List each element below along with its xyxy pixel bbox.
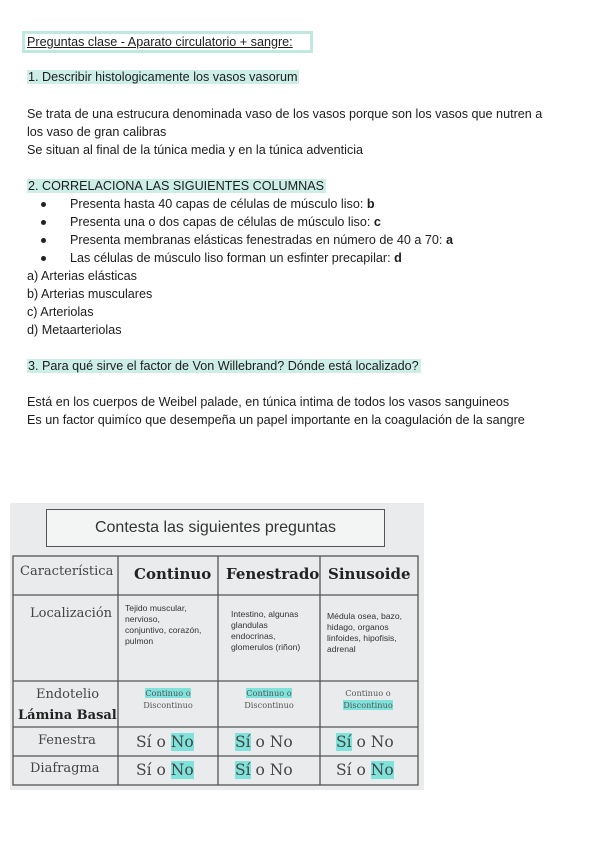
row-diafragma-label: Diafragma (30, 761, 100, 776)
bullet-dot (41, 238, 46, 243)
bullet-dot (41, 202, 46, 207)
fenestra-sinusoide: Sí o No (336, 733, 394, 751)
bullet-item: Presenta una o dos capas de células de músculo liso: c (70, 215, 381, 229)
page-title: Preguntas clase - Aparato circulatorio + sangre: (27, 35, 293, 49)
option-d: d) Metaarteriolas (27, 323, 122, 337)
worksheet-photo (10, 503, 424, 790)
diafragma-fenestrado: Sí o No (235, 761, 293, 779)
bullet-dot (41, 220, 46, 225)
photo-heading: Contesta las siguientes preguntas (46, 509, 385, 547)
option-b: b) Arterias musculares (27, 287, 153, 301)
fenestra-fenestrado: Sí o No (235, 733, 293, 751)
row-endotelio-label: Endotelio (36, 687, 100, 702)
fenestra-continuo: Sí o No (136, 733, 194, 751)
diafragma-continuo: Sí o No (136, 761, 194, 779)
bullet-dot (41, 256, 46, 261)
option-c: c) Arteriolas (27, 305, 94, 319)
answer-1-line-3: Se situan al final de la túnica media y en la túnica adventicia (27, 143, 364, 157)
localizacion-sinusoide: Médula osea, bazo, hidago, organos linfoides, hipofisis, adrenal (327, 611, 403, 654)
question-1: 1. Describir histologicamente los vasos vasorum (28, 70, 298, 84)
diafragma-sinusoide: Sí o No (336, 761, 394, 779)
bullet-item: Presenta hasta 40 capas de células de músculo liso: b (70, 197, 375, 211)
header-continuo: Continuo (134, 565, 212, 583)
row-fenestra-label: Fenestra (38, 733, 96, 748)
answer-1-line-1: Se trata de una estrucura denominada vaso de los vasos porque son los vasos que nutren a (27, 107, 543, 121)
localizacion-fenestrado: Intestino, algunas glandulas endocrinas, glomerulos (riñon) (231, 609, 301, 652)
option-a: a) Arterias elásticas (27, 269, 137, 283)
localizacion-continuo: Tejido muscular, nervioso, conjuntivo, corazón, pulmon (125, 603, 202, 646)
answer-3-line-1: Está en los cuerpos de Weibel palade, en túnica intima de todos los vasos sanguineos (27, 395, 510, 409)
bullet-item: Presenta membranas elásticas fenestradas en número de 40 a 70: a (70, 233, 453, 247)
header-fenestrado: Fenestrado (226, 565, 320, 583)
row-lamina-label: Lámina Basal (18, 708, 117, 723)
answer-3-line-2: Es un factor quimíco que desempeña un papel importante en la coagulación de la sangre (27, 413, 525, 427)
endotelio-sinusoide: Continuo o Discontinuo (343, 688, 393, 710)
question-2: 2. CORRELACIONA LAS SIGUIENTES COLUMNAS (28, 179, 325, 193)
endotelio-fenestrado: Continuo o Discontinuo (244, 688, 294, 710)
header-caracteristica: Característica (20, 564, 114, 579)
row-localizacion-label: Localización (30, 606, 113, 621)
answer-1-line-2: los vaso de gran calibras (27, 125, 167, 139)
header-sinusoide: Sinusoide (328, 565, 411, 583)
endotelio-continuo: Continuo o Discontinuo (143, 688, 193, 710)
question-3: 3. Para qué sirve el factor de Von Willebrand? Dónde está localizado? (28, 359, 419, 373)
bullet-item: Las células de músculo liso forman un esfinter precapilar: d (70, 251, 402, 265)
